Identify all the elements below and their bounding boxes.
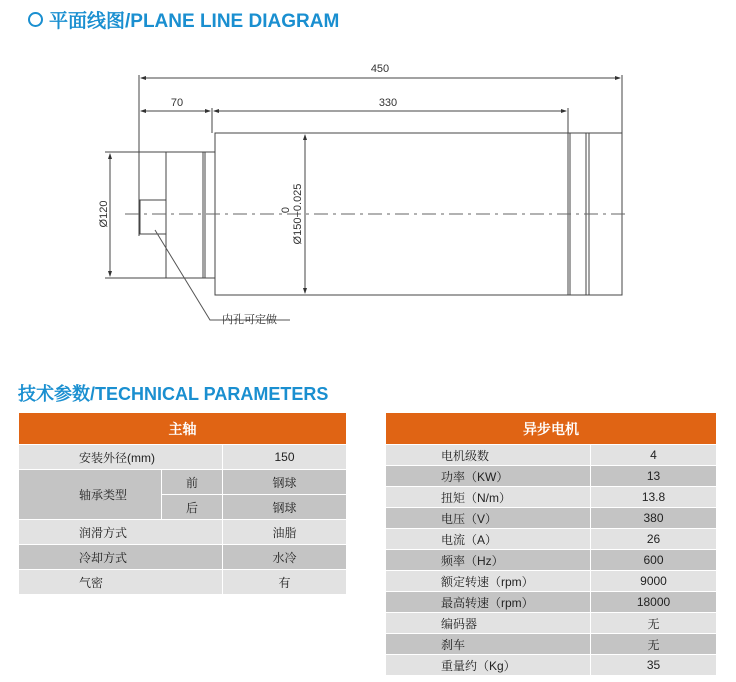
motor-param-label: 编码器 [386,613,591,634]
motor-param-value: 380 [591,508,717,529]
dim-body: 330 [378,97,398,109]
spindle-header: 主轴 [19,413,347,445]
motor-param-label: 电流（A） [386,529,591,550]
motor-param-value: 13.8 [591,487,717,508]
motor-param-label: 功率（KW） [386,466,591,487]
motor-param-label: 电压（V） [386,508,591,529]
params-title: 技术参数/TECHNICAL PARAMETERS [18,384,329,404]
spindle-table [18,412,347,595]
table-row [386,613,717,634]
motor-param-value: 无 [591,613,717,634]
motor-param-label: 额定转速（rpm） [386,571,591,592]
motor-param-value: 4 [591,445,717,466]
table-row: 气密 有 [19,570,347,595]
table-row: 后 钢球 [19,495,347,520]
table-row [386,634,717,655]
table-row: 冷却方式 水冷 [19,545,347,570]
table-row [386,508,717,529]
table-row: 轴承类型 前 钢球 [19,470,347,495]
motor-param-label: 频率（Hz） [386,550,591,571]
motor-param-value: 35 [591,655,717,676]
table-row [386,487,717,508]
dim-front: 70 [170,97,184,109]
table-row [386,550,717,571]
motor-param-label: 最高转速（rpm） [386,592,591,613]
dia-front: Ø120 [98,200,110,228]
table-row [386,571,717,592]
diagram-title: 平面线图/PLANE LINE DIAGRAM [49,11,340,32]
table-row: 润滑方式 油脂 [19,520,347,545]
motor-header: 异步电机 [386,413,717,445]
motor-param-value: 18000 [591,592,717,613]
table-row [386,529,717,550]
motor-param-value: 9000 [591,571,717,592]
note-label: 内孔可定做 [222,314,277,326]
motor-param-label: 重量约（Kg） [386,655,591,676]
motor-param-value: 13 [591,466,717,487]
motor-param-label: 电机级数 [386,445,591,466]
dia-body: Ø150−0.025 [292,183,304,245]
motor-param-value: 600 [591,550,717,571]
motor-param-label: 刹车 [386,634,591,655]
motor-param-label: 扭矩（N/m） [386,487,591,508]
dim-total: 450 [370,63,390,75]
motor-param-value: 26 [591,529,717,550]
table-row [386,445,717,466]
dia-body-tol: 0 [280,206,292,214]
table-row [386,592,717,613]
table-row [386,466,717,487]
motor-table [385,412,717,676]
table-row: 安装外径(mm) 150 [19,445,347,470]
table-row [386,655,717,676]
motor-param-value: 无 [591,634,717,655]
